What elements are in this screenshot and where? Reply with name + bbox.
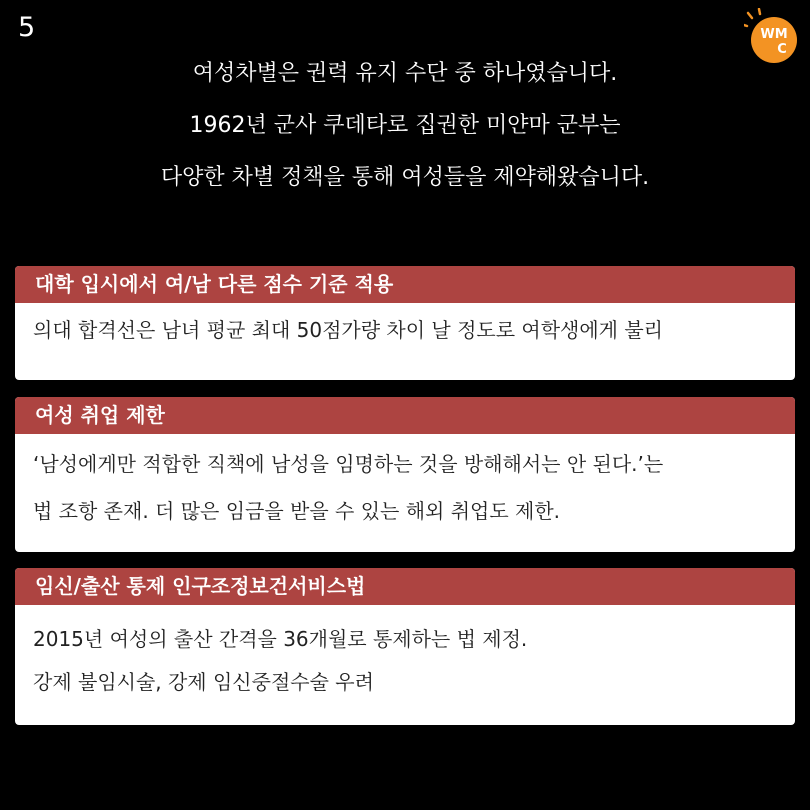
intro-line: 1962년 군사 쿠데타로 집권한 미얀마 군부는 xyxy=(189,113,621,138)
card-body xyxy=(15,303,795,345)
svg-text:C: C xyxy=(777,42,787,57)
card-text: 2015년 여성의 출산 간격을 36개월로 통제하는 법 제정. xyxy=(33,627,528,651)
card-text: 법 조항 존재. 더 많은 임금을 받을 수 있는 해외 취업도 제한. xyxy=(33,499,561,523)
card-text: 강제 불임시술, 강제 임신중절수술 우려 xyxy=(33,670,374,694)
intro-line: 다양한 차별 정책을 통해 여성들을 제약해왔습니다. xyxy=(160,165,650,190)
policy-card-employment xyxy=(15,397,795,552)
policy-card-university xyxy=(15,266,795,380)
policy-card-birth-control xyxy=(15,568,795,725)
card-title: 여성 취업 제한 xyxy=(15,397,795,434)
card-title: 임신/출산 통제 인구조정보건서비스법 xyxy=(15,568,795,605)
card-body xyxy=(15,605,795,694)
card-text: 의대 합격선은 남녀 평균 최대 50점가량 차이 날 정도로 여학생에게 불리 xyxy=(33,318,663,342)
card-body xyxy=(15,434,795,523)
intro-text xyxy=(0,60,810,216)
wmc-logo-icon xyxy=(744,8,800,64)
card-title: 대학 입시에서 여/남 다른 점수 기준 적용 xyxy=(15,266,795,303)
svg-text:WM: WM xyxy=(760,27,788,42)
page-number: 5 xyxy=(18,12,36,43)
intro-line: 여성차별은 권력 유지 수단 중 하나였습니다. xyxy=(192,61,618,86)
card-text: ‘남성에게만 적합한 직책에 남성을 임명하는 것을 방해해서는 안 된다.’는 xyxy=(33,452,664,476)
